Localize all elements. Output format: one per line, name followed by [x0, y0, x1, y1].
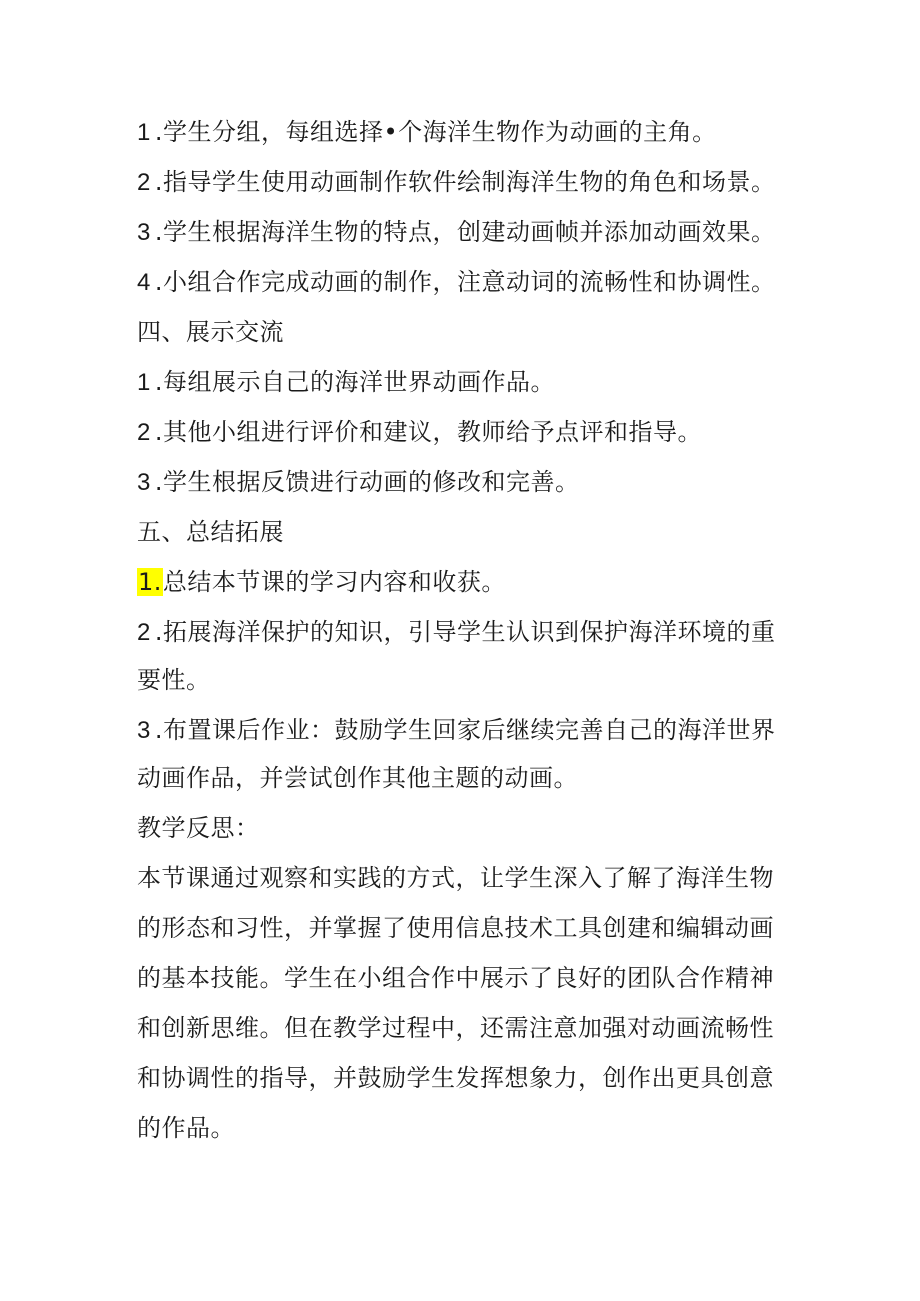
item-number: 2	[137, 169, 151, 196]
item-text: .拓展海洋保护的知识，引导学生认识到保护海洋环境的重	[154, 618, 776, 646]
item-text: .学生根据海洋生物的特点，创建动画帧并添加动画效果。	[154, 218, 776, 246]
list-item	[137, 208, 797, 256]
item-number: 2	[137, 419, 151, 446]
item-number: 4	[137, 269, 151, 296]
item-text: .布置课后作业：鼓励学生回家后继续完善自己的海洋世界	[154, 716, 776, 744]
list-item	[137, 706, 797, 754]
item-text: .指导学生使用动画制作软件绘制海洋生物的角色和场景。	[154, 168, 776, 196]
highlighted-item-number: 1.	[138, 568, 162, 596]
paragraph-line: 的形态和习性，并掌握了使用信息技术工具创建和编辑动画	[137, 914, 774, 942]
list-item	[137, 358, 797, 406]
item-number: 3	[137, 219, 151, 246]
paragraph-line: 的基本技能。学生在小组合作中展示了良好的团队合作精神	[137, 964, 774, 992]
paragraph-line: 本节课通过观察和实践的方式，让学生深入了解了海洋生物	[137, 864, 774, 892]
document-body	[137, 108, 797, 1152]
item-text: 总结本节课的学习内容和收获。	[162, 568, 506, 596]
item-number: 3	[137, 717, 151, 744]
paragraph-line: 和协调性的指导，并鼓励学生发挥想象力，创作出更具创意	[137, 1064, 774, 1092]
list-item	[137, 108, 797, 156]
item-number: 2	[137, 619, 151, 646]
item-text: .学生分组，每组选择•个海洋生物作为动画的主角。	[154, 118, 717, 146]
item-text: .小组合作完成动画的制作，注意动词的流畅性和协调性。	[154, 268, 776, 296]
item-number: 1	[137, 119, 151, 146]
item-text: .每组展示自己的海洋世界动画作品。	[154, 368, 555, 396]
list-item	[137, 258, 797, 306]
item-text: .其他小组进行评价和建议，教师给予点评和指导。	[154, 418, 702, 446]
section-heading: 教学反思：	[137, 814, 260, 842]
list-item-continuation: 要性。	[137, 666, 211, 694]
list-item	[137, 558, 797, 606]
section-heading: 四、展示交流	[137, 318, 284, 346]
list-item	[137, 608, 797, 656]
paragraph-line: 和创新思维。但在教学过程中，还需注意加强对动画流畅性	[137, 1014, 774, 1042]
list-item	[137, 408, 797, 456]
item-number: 1	[137, 369, 151, 396]
list-item	[137, 458, 797, 506]
list-item-continuation: 动画作品，并尝试创作其他主题的动画。	[137, 764, 578, 792]
paragraph-line: 的作品。	[137, 1114, 235, 1142]
section-heading: 五、总结拓展	[137, 518, 284, 546]
item-text: .学生根据反馈进行动画的修改和完善。	[154, 468, 580, 496]
list-item	[137, 158, 797, 206]
item-number: 3	[137, 469, 151, 496]
